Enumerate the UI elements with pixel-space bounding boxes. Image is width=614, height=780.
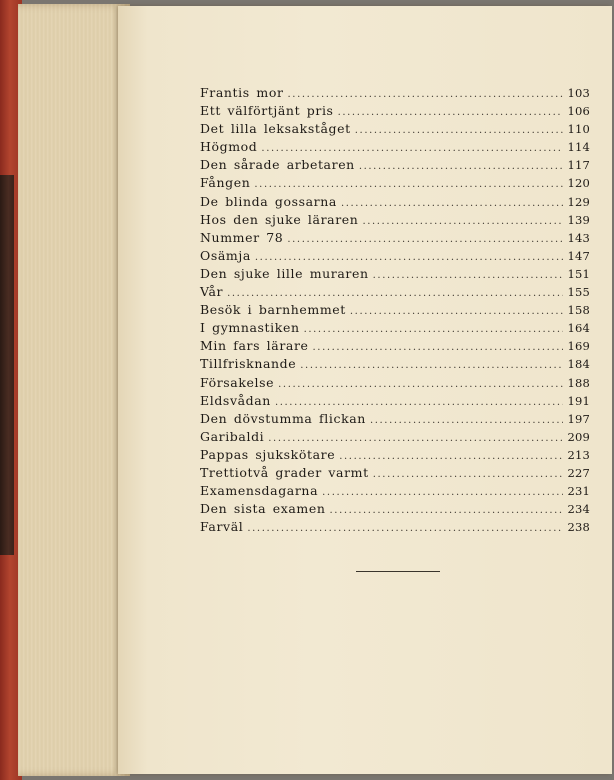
toc-entry-title: Fången xyxy=(200,175,251,191)
toc-entry-page-number: 117 xyxy=(567,158,590,173)
toc-entry xyxy=(200,319,590,337)
toc-entry xyxy=(200,500,590,518)
toc-entry-page-number: 231 xyxy=(567,484,590,499)
toc-entry-page-number: 209 xyxy=(567,429,590,444)
dot-leader xyxy=(247,520,563,538)
toc-entry-page-number: 106 xyxy=(567,104,590,119)
toc-entry-title: Nummer 78 xyxy=(200,229,284,245)
toc-entry xyxy=(200,446,590,464)
toc-entry xyxy=(200,428,590,446)
toc-entry-title: Pappas sjukskötare xyxy=(200,446,336,462)
toc-entry-title: Hos den sjuke läraren xyxy=(200,211,359,227)
toc-entry xyxy=(200,247,590,265)
dot-leader xyxy=(362,213,563,231)
toc-entry-title: Högmod xyxy=(200,139,258,155)
toc-entry xyxy=(200,138,590,156)
toc-entry-page-number: 129 xyxy=(567,194,590,209)
toc-entry-page-number: 227 xyxy=(567,465,590,480)
toc-entry-page-number: 143 xyxy=(567,230,590,245)
toc-entry-title: Osämja xyxy=(200,247,251,263)
toc-entry-title: Den sjuke lille muraren xyxy=(200,265,369,281)
toc-entry-page-number: 213 xyxy=(567,447,590,462)
toc-entry xyxy=(200,211,590,229)
dot-leader xyxy=(350,303,564,321)
toc-entry xyxy=(200,283,590,301)
toc-entry-title: Den dövstumma flickan xyxy=(200,410,366,426)
toc-entry xyxy=(200,174,590,192)
toc-entry-title: Farväl xyxy=(200,519,244,535)
toc-entry-title: Besök i barnhemmet xyxy=(200,302,346,318)
dot-leader xyxy=(355,122,564,140)
dot-leader xyxy=(370,412,563,430)
toc-entry xyxy=(200,392,590,410)
toc-entry-page-number: 151 xyxy=(567,266,590,281)
toc-entry xyxy=(200,337,590,355)
end-rule-divider xyxy=(356,571,440,572)
dot-leader xyxy=(359,158,564,176)
dot-leader xyxy=(300,357,563,375)
toc-entry-title: Ett välförtjänt pris xyxy=(200,103,334,119)
toc-entry-title: I gymnastiken xyxy=(200,320,300,336)
dot-leader xyxy=(287,231,563,249)
toc-entry-title: De blinda gossarna xyxy=(200,193,337,209)
dot-leader xyxy=(278,376,563,394)
toc-entry-title: Eldsvådan xyxy=(200,392,271,408)
toc-entry-page-number: 234 xyxy=(567,502,590,517)
toc-entry-title: Den sårade arbetaren xyxy=(200,157,355,173)
dot-leader xyxy=(373,267,564,285)
toc-entry xyxy=(200,301,590,319)
toc-entry-title: Garibaldi xyxy=(200,428,265,444)
toc-entry-title: Min fars lärare xyxy=(200,338,309,354)
page-stack-edge xyxy=(18,4,130,776)
toc-entry xyxy=(200,120,590,138)
toc-entry-page-number: 103 xyxy=(567,86,590,100)
toc-entry-page-number: 169 xyxy=(567,339,590,354)
toc-entry xyxy=(200,229,590,247)
toc-entry-page-number: 184 xyxy=(567,357,590,372)
toc-entry xyxy=(200,193,590,211)
toc-entry xyxy=(200,374,590,392)
toc-entry xyxy=(200,355,590,373)
toc-entry-page-number: 114 xyxy=(567,140,590,155)
toc-entry xyxy=(200,410,590,428)
toc-entry xyxy=(200,84,590,102)
toc-entry-page-number: 155 xyxy=(567,285,590,300)
toc-entry-title: Examensdagarna xyxy=(200,483,319,499)
toc-entry-page-number: 120 xyxy=(567,176,590,191)
dot-leader xyxy=(313,339,564,357)
toc-entry xyxy=(200,102,590,120)
toc-entry-page-number: 191 xyxy=(567,393,590,408)
toc-entry xyxy=(200,482,590,500)
dot-leader xyxy=(304,321,564,339)
toc-entry-page-number: 164 xyxy=(567,321,590,336)
toc-entry-title: Den sista examen xyxy=(200,501,326,517)
toc-entry-title: Tillfrisknande xyxy=(200,356,297,372)
dot-leader xyxy=(330,502,564,520)
toc-entry-page-number: 188 xyxy=(567,375,590,390)
dot-leader xyxy=(339,448,563,466)
toc-entry xyxy=(200,156,590,174)
toc-entry xyxy=(200,265,590,283)
toc-entry-title: Trettiotvå grader varmt xyxy=(200,464,369,480)
toc-entry-page-number: 238 xyxy=(567,520,590,535)
dot-leader xyxy=(341,195,563,213)
toc-entry-title: Det lilla leksakståget xyxy=(200,121,351,137)
dot-leader xyxy=(373,466,564,484)
toc-entry-page-number: 110 xyxy=(567,122,590,137)
toc-entry-page-number: 147 xyxy=(567,248,590,263)
toc-entry-title: Vår xyxy=(200,284,224,300)
toc-entry-title: Frantis mor xyxy=(200,85,284,100)
toc-entry-page-number: 139 xyxy=(567,212,590,227)
dot-leader xyxy=(322,484,563,502)
dot-leader xyxy=(338,104,564,122)
toc-entry-page-number: 158 xyxy=(567,303,590,318)
toc-entry xyxy=(200,518,590,536)
book-spine-binding xyxy=(0,175,14,555)
table-of-contents xyxy=(200,84,590,536)
toc-entry xyxy=(200,464,590,482)
toc-entry-page-number: 197 xyxy=(567,411,590,426)
toc-entry-title: Försakelse xyxy=(200,374,275,390)
book-page xyxy=(118,6,612,774)
